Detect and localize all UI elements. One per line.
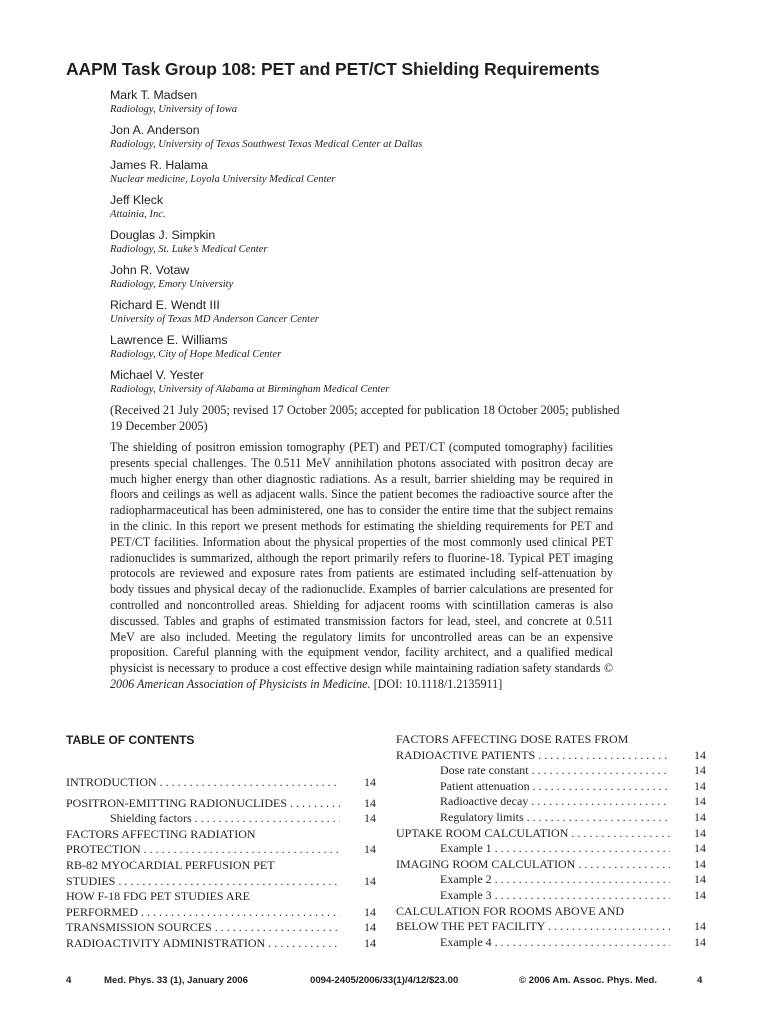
toc-entry	[66, 905, 376, 921]
author-name: Jeff Kleck	[110, 193, 164, 207]
abstract-body: The shielding of positron emission tomography (PET) and PET/CT (computed tomography) facilities presents special challenges. The 0.511 MeV annihilation photons associated with positron decay are much higher energy than other diagnostic radiations. As a result, barrier shielding may be required in floors and ceilings as well as adjacent walls. Since the patient becomes the radioactive source after the radiopharmaceutical has been administered, one has to consider the entire time that the subject remains in the clinic. In this report we present methods for estimating the shielding requirements for PET and PET/CT facilities. Information about the physical properties of the most commonly used clinical PET radionuclides is summarized, although the report primarily refers to fluorine-18. Typical PET imaging protocols are reviewed and exposure rates from patients are estimated including self-attenuation by body tissues and physical decay of the radionuclide. Examples of barrier calculations are presented for controlled and noncontrolled areas. Shielding for adjacent rooms with scintillation cameras is also discussed. Tables and graphs of estimated transmission factors for lead, steel, and concrete at 0.511 MeV are also included. Meeting the regulatory limits for uncontrolled areas can be an expensive proposition. Careful planning with the equipment vendor, facility architect, and a qualified medical physicist is necessary to produce a cost effective design while maintaining radiation safety standards	[110, 440, 613, 676]
toc-entry	[396, 888, 706, 904]
footer-page-left: 4	[66, 975, 72, 986]
toc-entry	[66, 827, 376, 843]
author-entry	[110, 123, 670, 158]
toc-entry-page: 14	[694, 794, 706, 809]
toc-entry-page: 14	[694, 747, 706, 762]
author-affiliation: Radiology, University of Texas Southwest Texas Medical Center at Dallas	[110, 139, 423, 150]
author-entry	[110, 298, 670, 333]
author-entry	[110, 88, 670, 123]
toc-entry-page: 14	[364, 873, 376, 888]
author-affiliation: Radiology, Emory University	[110, 279, 234, 290]
toc-entry-label: CALCULATION FOR ROOMS ABOVE AND	[396, 903, 625, 918]
received-dates: (Received 21 July 2005; revised 17 October 2005; accepted for publication 18 October 2005; published 19 December 2005)	[110, 403, 620, 433]
toc-entry-page: 14	[364, 842, 376, 857]
author-name: Richard E. Wendt III	[110, 298, 220, 312]
toc-entry-label: UPTAKE ROOM CALCULATION . . .	[396, 826, 670, 842]
toc-entry-label: Example 1 . . .	[396, 841, 670, 857]
toc-entry	[396, 841, 706, 857]
article-title: AAPM Task Group 108: PET and PET/CT Shielding Requirements	[66, 59, 600, 79]
toc-entry-page: 14	[364, 904, 376, 919]
author-entry	[110, 333, 670, 368]
toc-entry-label: Dose rate constant . . .	[396, 763, 670, 779]
toc-entry-label: BELOW THE PET FACILITY . . .	[396, 919, 670, 935]
toc-entry-label: Radioactive decay . . .	[396, 794, 670, 810]
toc-entry-page: 14	[694, 856, 706, 871]
toc-right-column	[396, 732, 706, 950]
toc-entry-page: 14	[694, 825, 706, 840]
author-entry	[110, 158, 670, 193]
toc-entry-label: STUDIES . . .	[66, 874, 340, 890]
toc-entry-page: 14	[694, 872, 706, 887]
author-list	[110, 88, 670, 403]
toc-entry	[396, 935, 706, 951]
toc-entry-label: IMAGING ROOM CALCULATION . . .	[396, 857, 670, 873]
toc-entry-label: HOW F-18 FDG PET STUDIES ARE	[66, 889, 250, 904]
toc-entry-label: Patient attenuation . . .	[396, 779, 670, 795]
toc-entry	[66, 920, 376, 936]
toc-entry	[396, 748, 706, 764]
toc-entry-label: PROTECTION . . .	[66, 842, 340, 858]
toc-entry-page: 14	[694, 809, 706, 824]
toc-entry-label: INTRODUCTION . . .	[66, 775, 340, 791]
toc-entry	[66, 889, 376, 905]
abstract	[110, 440, 613, 693]
toc-entry	[66, 858, 376, 874]
author-affiliation: Attainia, Inc.	[110, 209, 166, 220]
author-affiliation: Radiology, St. Luke’s Medical Center	[110, 244, 268, 255]
toc-entry	[66, 775, 376, 791]
author-entry	[110, 228, 670, 263]
toc-heading: TABLE OF CONTENTS	[66, 733, 195, 747]
author-name: Douglas J. Simpkin	[110, 228, 216, 242]
toc-left-column	[66, 775, 376, 952]
toc-entry-page: 14	[364, 920, 376, 935]
author-affiliation: Radiology, University of Alabama at Birmingham Medical Center	[110, 384, 390, 395]
author-affiliation: University of Texas MD Anderson Cancer Center	[110, 314, 319, 325]
toc-entry	[66, 936, 376, 952]
footer-page-right: 4	[697, 975, 703, 986]
toc-entry	[396, 857, 706, 873]
author-entry	[110, 193, 670, 228]
toc-entry-label: Regulatory limits . . .	[396, 810, 670, 826]
toc-entry	[396, 810, 706, 826]
toc-entry-label: RADIOACTIVITY ADMINISTRATION . . .	[66, 936, 340, 952]
toc-entry-page: 14	[364, 811, 376, 826]
toc-entry-label: Example 3 . . .	[396, 888, 670, 904]
author-name: Jon A. Anderson	[110, 123, 200, 137]
toc-entry-label: Shielding factors . . .	[66, 811, 340, 827]
author-entry	[110, 368, 670, 403]
author-entry	[110, 263, 670, 298]
footer-journal: Med. Phys. 33 (1), January 2006	[104, 975, 248, 986]
toc-entry	[396, 919, 706, 935]
abstract-doi: [DOI: 10.1118/1.2135911]	[373, 676, 503, 691]
toc-entry	[66, 811, 376, 827]
toc-entry	[396, 872, 706, 888]
toc-entry-page: 14	[364, 935, 376, 950]
toc-entry	[66, 874, 376, 890]
footer-copyright: © 2006 Am. Assoc. Phys. Med.	[519, 975, 658, 986]
toc-entry	[396, 732, 706, 748]
toc-entry	[396, 794, 706, 810]
author-affiliation: Nuclear medicine, Loyola University Medical Center	[110, 174, 336, 185]
toc-entry-page: 14	[694, 763, 706, 778]
toc-entry-label: RADIOACTIVE PATIENTS . . .	[396, 748, 670, 764]
footer-code: 0094-2405/2006/33(1)/4/12/$23.00	[310, 975, 459, 986]
toc-entry-label: TRANSMISSION SOURCES . . .	[66, 920, 340, 936]
toc-entry-page: 14	[694, 919, 706, 934]
toc-entry-label: PERFORMED . . .	[66, 905, 340, 921]
toc-entry-label: Example 4 . . .	[396, 935, 670, 951]
author-name: John R. Votaw	[110, 263, 190, 277]
toc-entry-page: 14	[364, 795, 376, 810]
toc-entry-label: FACTORS AFFECTING RADIATION	[66, 826, 256, 841]
toc-entry	[396, 763, 706, 779]
toc-entry-page: 14	[694, 887, 706, 902]
toc-entry	[66, 796, 376, 812]
toc-entry-page: 14	[694, 934, 706, 949]
toc-entry-page: 14	[364, 775, 376, 789]
toc-entry-label: Example 2 . . .	[396, 872, 670, 888]
author-name: James R. Halama	[110, 158, 208, 172]
toc-entry-label: FACTORS AFFECTING DOSE RATES FROM	[396, 732, 629, 746]
toc-entry-label: POSITRON-EMITTING RADIONUCLIDES . . .	[66, 796, 340, 812]
author-name: Michael V. Yester	[110, 368, 204, 382]
toc-entry	[66, 842, 376, 858]
author-affiliation: Radiology, City of Hope Medical Center	[110, 349, 282, 360]
toc-entry-page: 14	[694, 778, 706, 793]
toc-entry-label: RB-82 MYOCARDIAL PERFUSION PET	[66, 857, 275, 872]
toc-entry	[396, 904, 706, 920]
toc-entry-page: 14	[694, 841, 706, 856]
author-name: Mark T. Madsen	[110, 88, 198, 102]
abstract-copyright: © 2006 American Association of Physicists in Medicine.	[110, 661, 613, 691]
toc-entry	[396, 826, 706, 842]
toc-entry	[396, 779, 706, 795]
author-affiliation: Radiology, University of Iowa	[110, 104, 238, 115]
author-name: Lawrence E. Williams	[110, 333, 228, 347]
